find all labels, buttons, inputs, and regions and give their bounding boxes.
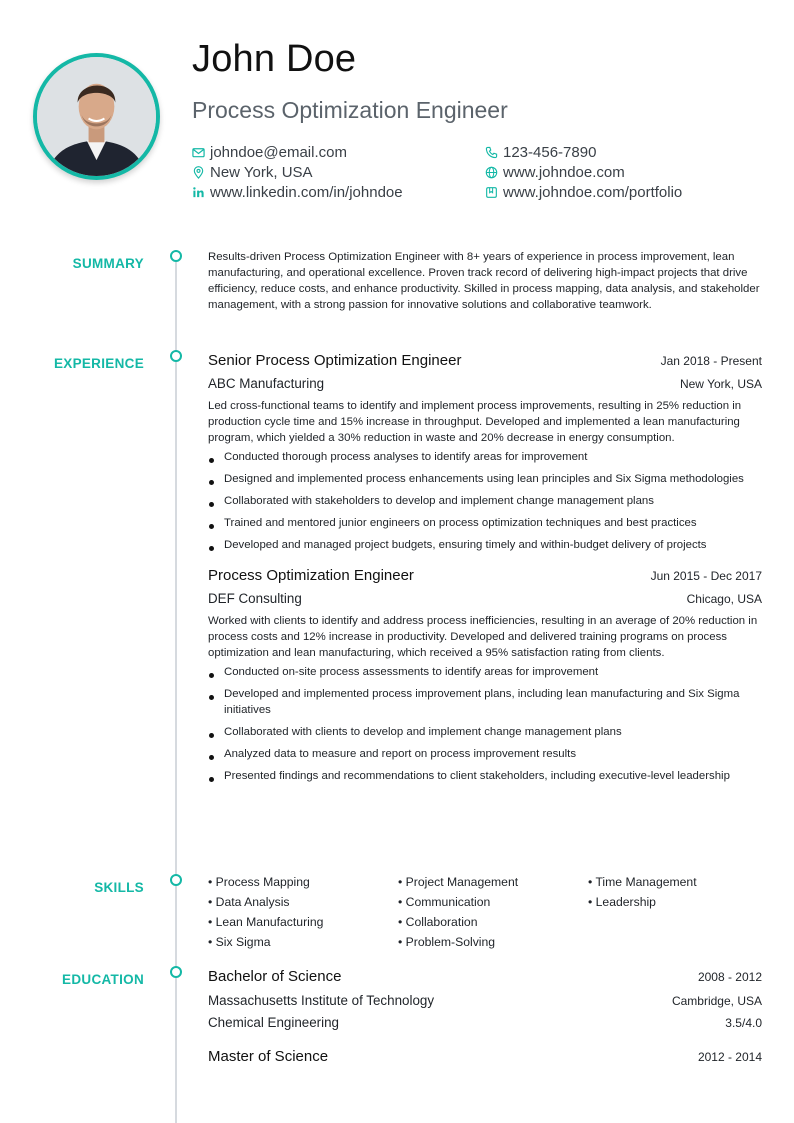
candidate-title: Process Optimization Engineer xyxy=(192,97,508,123)
job-bullet: Developed and implemented process improvement plans, including lean manufacturing and Six Sigma initiatives xyxy=(208,686,762,718)
job-description: Led cross-functional teams to identify and implement process improvements, resulting in 25% reduction in production cycle time and 15% increase in throughput. Developed and implemented a lean manufacturing program, which yielded a 30% reduction in waste and 20% decrease in energy consumption. xyxy=(208,400,742,444)
education-dates: 2008 - 2012 xyxy=(697,970,762,984)
job-title: Process Optimization Engineer xyxy=(208,567,414,584)
timeline-dot-summary xyxy=(170,250,182,262)
company-name: DEF Consulting xyxy=(208,591,302,606)
timeline-line xyxy=(175,262,177,1123)
job-bullet: Designed and implemented process enhancements using lean principles and Six Sigma methodologies xyxy=(208,471,762,487)
contact-portfolio[interactable] xyxy=(485,182,745,202)
email-icon xyxy=(192,146,205,159)
field-of-study: Chemical Engineering xyxy=(208,1015,340,1030)
job-bullet: Collaborated with stakeholders to develop and implement change management plans xyxy=(208,493,762,509)
contact-location xyxy=(192,162,485,182)
job-bullet: Trained and mentored junior engineers on process optimization techniques and best practices xyxy=(208,515,762,531)
linkedin-icon xyxy=(192,186,205,199)
phone-icon xyxy=(485,146,498,159)
skills-grid xyxy=(208,874,762,950)
job-bullets xyxy=(208,664,762,784)
job-bullet: Presented findings and recommendations to client stakeholders, including executive-level leadership xyxy=(208,768,762,784)
school-name: Massachusetts Institute of Technology xyxy=(208,993,435,1008)
timeline-dot-skills xyxy=(170,874,182,886)
job-bullet: Conducted thorough process analyses to identify areas for improvement xyxy=(208,449,762,465)
education-list xyxy=(208,966,762,1068)
job-bullets xyxy=(208,449,762,553)
globe-icon xyxy=(485,166,498,179)
timeline-dot-experience xyxy=(170,350,182,362)
skill-item: • Process Mapping xyxy=(208,875,310,889)
skill-item: • Collaboration xyxy=(398,915,478,929)
skill-item: • Communication xyxy=(398,895,491,909)
skill-item-empty xyxy=(588,914,762,930)
job-location: Chicago, USA xyxy=(686,592,762,606)
job-title: Senior Process Optimization Engineer xyxy=(208,352,462,369)
education-item xyxy=(208,966,762,1034)
education-dates: 2012 - 2014 xyxy=(697,1050,762,1064)
location-pin-icon xyxy=(192,166,205,179)
job-dates: Jan 2018 - Present xyxy=(660,354,762,368)
contact-phone-text: 123-456-7890 xyxy=(503,143,597,161)
contact-email[interactable] xyxy=(192,142,485,162)
skill-item: • Project Management xyxy=(398,875,519,889)
skill-item: • Problem-Solving xyxy=(398,935,496,949)
contact-portfolio-text: www.johndoe.com/portfolio xyxy=(503,183,683,201)
gpa: 3.5/4.0 xyxy=(725,1016,762,1030)
school-location: Cambridge, USA xyxy=(671,994,762,1008)
job-bullet: Developed and managed project budgets, ensuring timely and within-budget delivery of projects xyxy=(208,537,762,553)
portfolio-icon xyxy=(485,186,498,199)
job-description: Worked with clients to identify and address process inefficiencies, resulting in an average of 20% reduction in process costs and 12% increase in productivity. Developed and delivered training programs on process optimization and lean manufacturing, which received a 95% satisfaction rating from clients. xyxy=(208,615,758,659)
experience-list xyxy=(208,350,762,790)
degree-title: Bachelor of Science xyxy=(208,968,342,985)
profile-photo xyxy=(33,53,160,180)
skill-item: • Six Sigma xyxy=(208,935,271,949)
skill-item: • Leadership xyxy=(588,895,656,909)
contact-list xyxy=(192,142,752,202)
section-label-experience: EXPERIENCE xyxy=(53,356,144,371)
job-location: New York, USA xyxy=(679,377,762,391)
section-label-summary: SUMMARY xyxy=(72,256,144,271)
contact-linkedin[interactable] xyxy=(192,182,485,202)
job-bullet: Collaborated with clients to develop and implement change management plans xyxy=(208,724,762,740)
company-name: ABC Manufacturing xyxy=(208,376,325,391)
contact-website[interactable] xyxy=(485,162,745,182)
degree-title: Master of Science xyxy=(208,1048,329,1065)
summary-text: Results-driven Process Optimization Engineer with 8+ years of experience in process improvement, lean manufacturing, and operational excellence. Proven track record of delivering high-impact projects that drive efficiency, reduce costs, and enhance productivity. Skilled in process mapping, data analysis, and stakeholder management, with a strong passion for innovative solutions and collaborative teamwork. xyxy=(208,251,760,311)
experience-item xyxy=(208,565,762,784)
skill-item: • Data Analysis xyxy=(208,895,290,909)
timeline-dot-education xyxy=(170,966,182,978)
contact-email-text: johndoe@email.com xyxy=(210,143,347,161)
contact-website-text: www.johndoe.com xyxy=(503,163,625,181)
job-dates: Jun 2015 - Dec 2017 xyxy=(650,569,762,583)
job-bullet: Analyzed data to measure and report on process improvement results xyxy=(208,746,762,762)
section-label-education: EDUCATION xyxy=(62,972,144,987)
contact-phone[interactable] xyxy=(485,142,745,162)
contact-linkedin-text: www.linkedin.com/in/johndoe xyxy=(210,183,403,201)
skill-item: • Lean Manufacturing xyxy=(208,915,324,929)
skill-item-empty xyxy=(588,934,762,950)
education-item xyxy=(208,1046,762,1068)
job-bullet: Conducted on-site process assessments to identify areas for improvement xyxy=(208,664,762,680)
section-label-skills: SKILLS xyxy=(94,880,144,895)
contact-location-text: New York, USA xyxy=(210,163,313,181)
skill-item: • Time Management xyxy=(588,875,697,889)
experience-item xyxy=(208,350,762,553)
candidate-name: John Doe xyxy=(192,38,357,80)
